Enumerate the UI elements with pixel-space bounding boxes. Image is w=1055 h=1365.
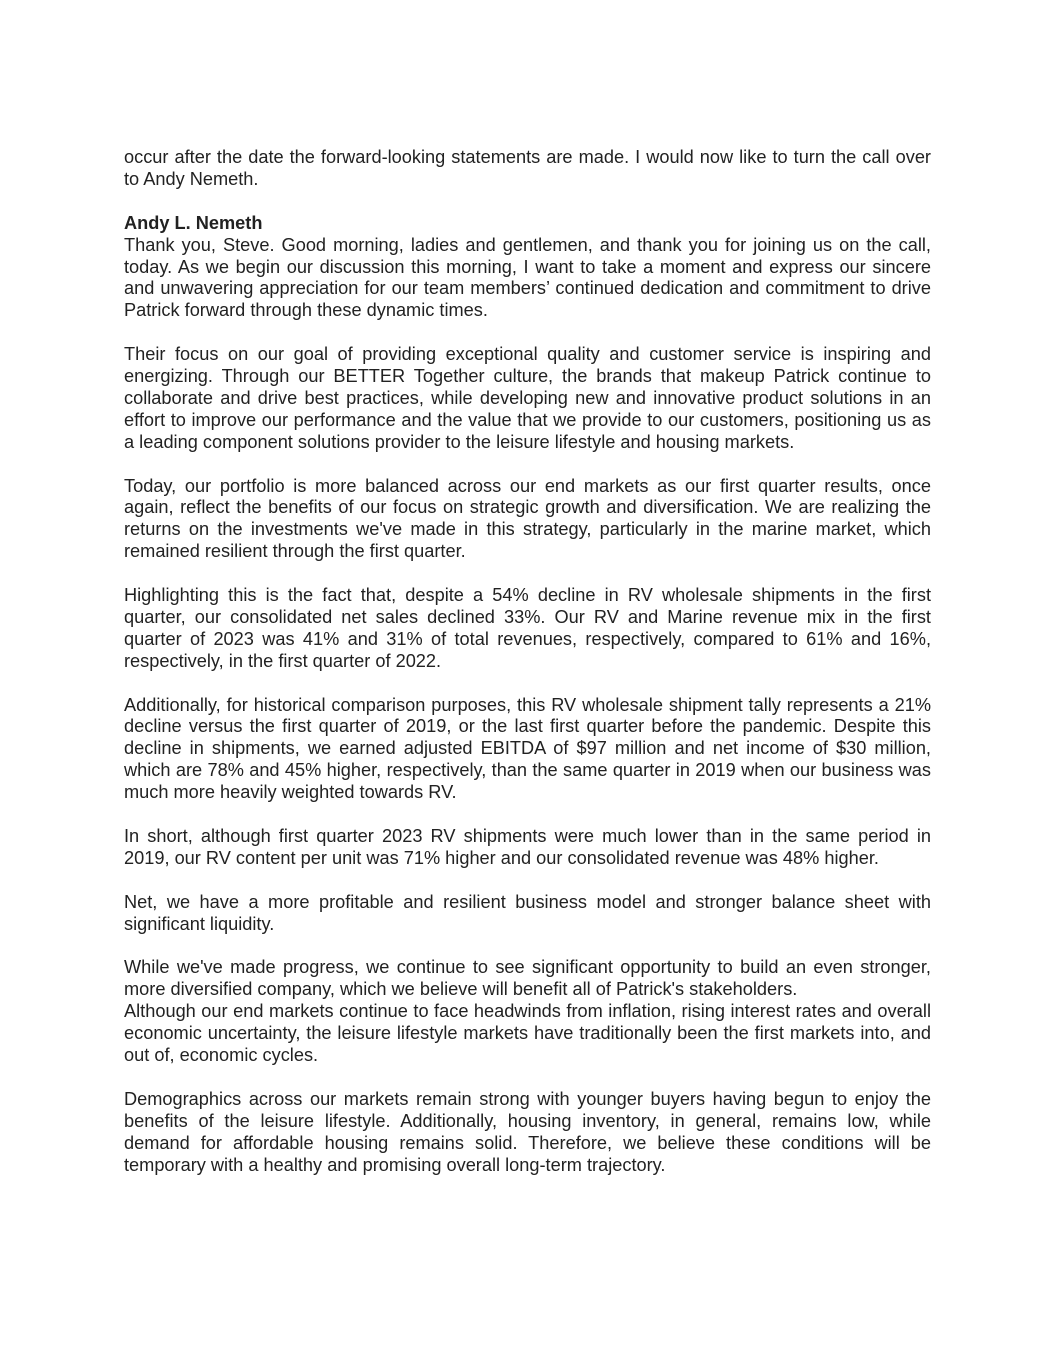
paragraph-9: Although our end markets continue to face headwinds from inflation, rising interest rates and overall economic uncertainty, the leisure lifestyle markets have traditionally been the first markets into, and out of, economic cycles. — [124, 1001, 931, 1066]
paragraph-1: Thank you, Steve. Good morning, ladies and gentlemen, and thank you for joining us on the call, today. As we begin our discussion this morning, I want to take a moment and express our sincere and unwavering appreciation for our team members’ continued dedication and commitment to drive Patrick forward through these dynamic times. — [124, 234, 931, 321]
intro-paragraph: occur after the date the forward-looking statements are made. I would now like to turn the call over to Andy Nemeth. — [124, 147, 931, 189]
paragraph-8: While we've made progress, we continue to see significant opportunity to build an even stronger, more diversified company, which we believe will benefit all of Patrick's stakeholders. — [124, 957, 931, 1000]
paragraph-6: In short, although first quarter 2023 RV shipments were much lower than in the same period in 2019, our RV content per unit was 71% higher and our consolidated revenue was 48% higher. — [124, 826, 931, 868]
paragraph-3: Today, our portfolio is more balanced across our end markets as our first quarter results, once again, reflect the benefits of our focus on strategic growth and diversification. We are realizing the returns on the investments we've made in this strategy, particularly in the marine market, which remained resilient through the first quarter. — [124, 475, 931, 562]
paragraph-4: Highlighting this is the fact that, despite a 54% decline in RV wholesale shipments in the first quarter, our consolidated net sales declined 33%. Our RV and Marine revenue mix in the first quarter of 2023 was 41% and 31% of total revenues, respectively, compared to 61% and 16%, respectively, in the first quarter of 2022. — [124, 585, 931, 671]
paragraph-10: Demographics across our markets remain strong with younger buyers having begun to enjoy the benefits of the leisure lifestyle. Additionally, housing inventory, in general, remains low, while demand for affordable housing remains solid. Therefore, we believe these conditions will be temporary with a healthy and promising overall long-term trajectory. — [124, 1088, 931, 1175]
speaker-name: Andy L. Nemeth — [124, 212, 263, 233]
paragraph-2: Their focus on our goal of providing exceptional quality and customer service is inspiring and energizing. Through our BETTER Together culture, the brands that makeup Patrick continue to collaborate and drive best practices, while developing new and innovative product solutions in an effort to improve our performance and the value that we provide to our customers, positioning us as a leading component solutions provider to the leisure lifestyle and housing markets. — [124, 344, 931, 452]
paragraph-5: Additionally, for historical comparison purposes, this RV wholesale shipment tally represents a 21% decline versus the first quarter of 2019, or the last first quarter before the pandemic. Despite this decline in shipments, we earned adjusted EBITDA of $97 million and net income of $30 million, which are 78% and 45% higher, respectively, than the same quarter in 2019 when our business was much more heavily weighted towards RV. — [124, 694, 931, 803]
paragraph-7: Net, we have a more profitable and resilient business model and stronger balance sheet with significant liquidity. — [124, 891, 931, 934]
transcript-page — [124, 147, 931, 1198]
